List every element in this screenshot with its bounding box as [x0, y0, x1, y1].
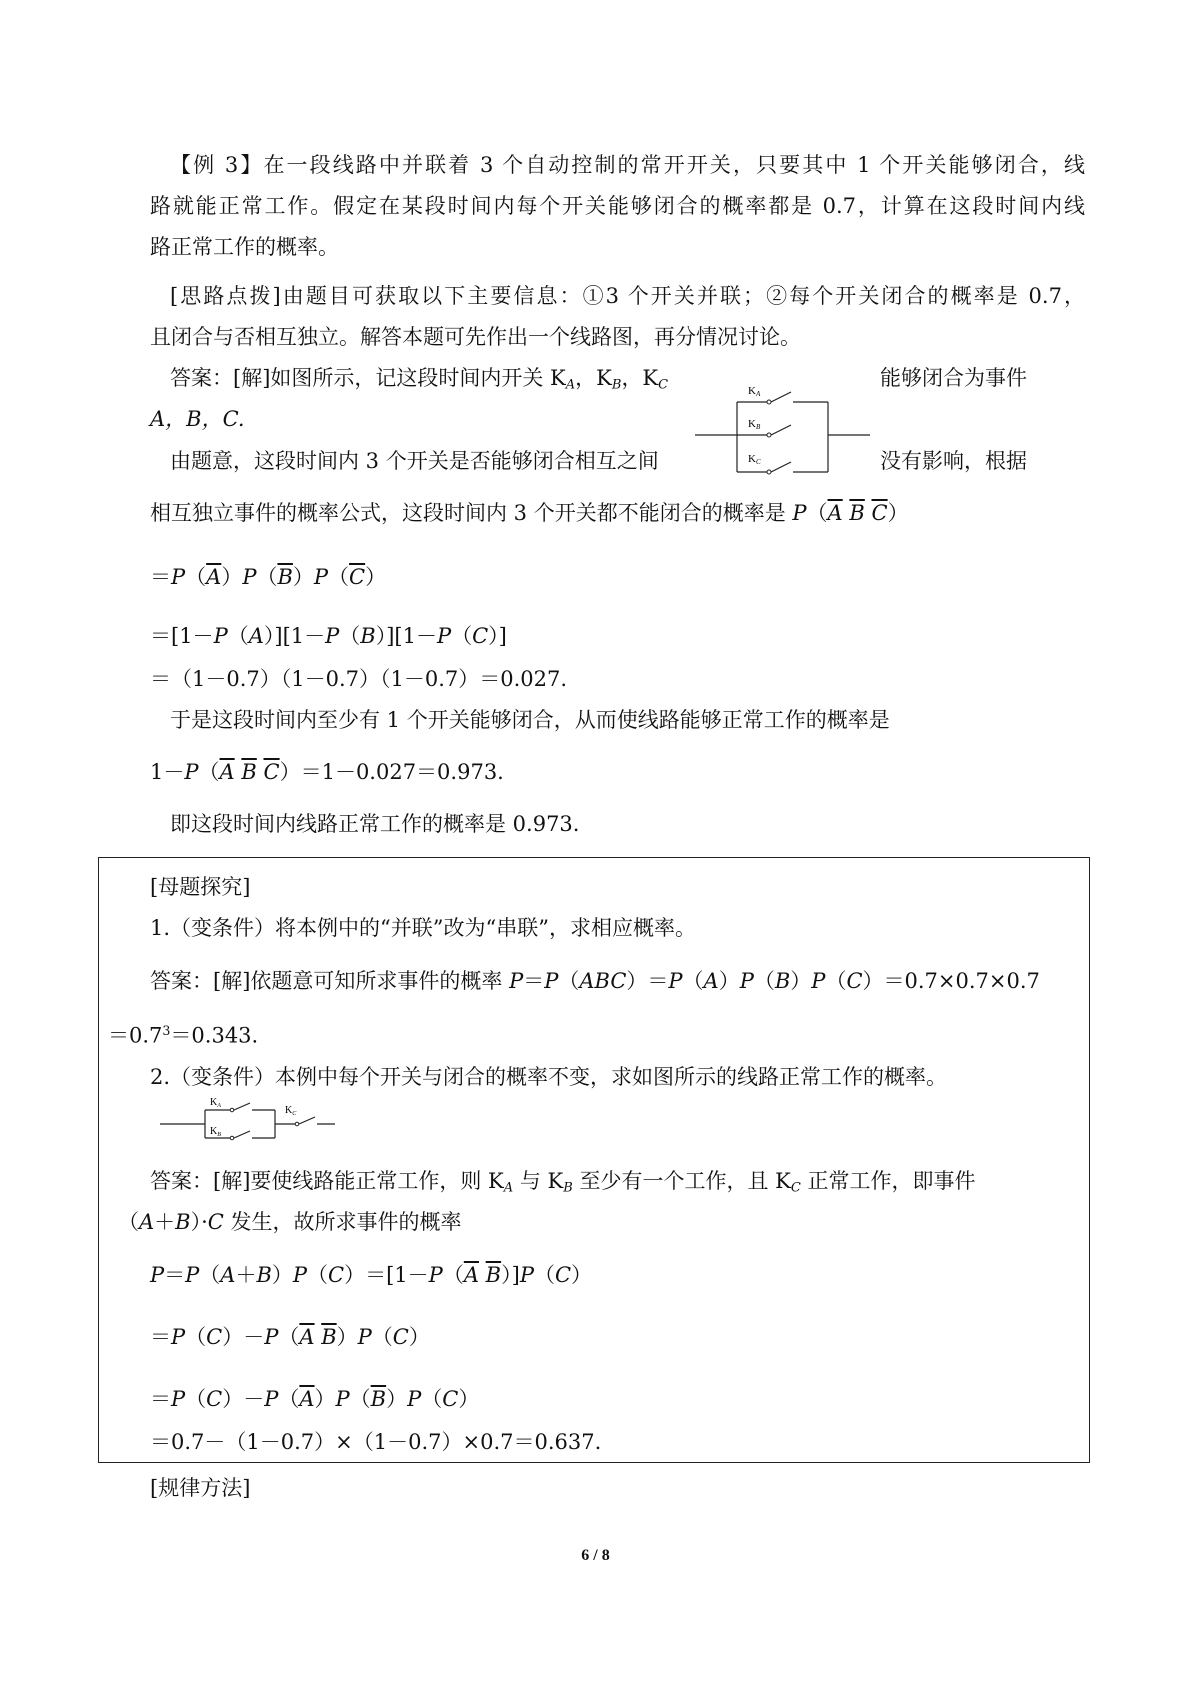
box-equation-1: $P=P(A+B)P(C)=[1-P(\overline{A}$ $\overline{B})]P(C)$ — [150, 1263, 593, 1287]
answer-line-3: 由题意，这段时间内 3 个开关是否能够闭合相互之间 — [170, 449, 659, 473]
box-answer-2-line-1: 答案：[解]要使线路能正常工作，则 $K_A$ 与 $K_B$ 至少有一个工作，且 $K_C$ 正常工作，即事件 — [150, 1169, 976, 1196]
rule-title: [规律方法] — [150, 1476, 251, 1500]
answer-line-1: 答案：[解]如图所示，记这段时间内开关 $K_A$，$K_B$，$K_C$ — [170, 366, 669, 393]
equation-2: ＝[1－P（A）][1－P（B）][1－P（C）] — [150, 624, 507, 648]
example-line-3: 路正常工作的概率。 — [150, 235, 339, 259]
equation-1: $=P(\overline{A})P(\overline{B})P(\overline{C})$ — [150, 565, 387, 589]
answer-events: A，B，C. — [150, 407, 245, 431]
box-answer-2-line-2: （A＋B）·C 发生，故所求事件的概率 — [118, 1210, 462, 1234]
svg-text:KA: $K_A$ — [210, 1097, 221, 1109]
answer-line-4: 相互独立事件的概率公式，这段时间内 3 个开关都不能闭合的概率是 $P(\overline{A}$ $\overline{B}$ $\overline{C}$） — [150, 501, 909, 525]
box-answer-1-line-2: $=0.7^3=0.343$. — [108, 1023, 259, 1048]
equation-3: ＝（1－0.7）（1－0.7）（1－0.7）＝0.027. — [150, 667, 568, 691]
svg-text:KB: KB — [748, 418, 761, 431]
example-line-2: 路就能正常工作。假定在某段时间内每个开关能够闭合的概率都是 0.7，计算在这段时间内线 — [150, 194, 1085, 218]
answer-line-3-right: 没有影响，根据 — [880, 449, 1027, 473]
svg-text:KC: $K_C$ — [285, 1105, 297, 1117]
answer-conclusion: 即这段时间内线路正常工作的概率是 0.973. — [170, 812, 580, 836]
mother-problem-box — [98, 857, 1090, 1463]
series-circuit-figure — [160, 1096, 335, 1146]
answer-line-8: 于是这段时间内至少有 1 个开关能够闭合，从而使线路能够正常工作的概率是 — [170, 708, 890, 732]
example-line-1: 【例 3】在一段线路中并联着 3 个自动控制的常开开关，只要其中 1 个开关能够闭合，线 — [170, 153, 1085, 177]
hint-line-1: [思路点拨]由题目可获取以下主要信息：①3 个开关并联；②每个开关闭合的概率是 0.7， — [170, 284, 1085, 308]
box-equation-3: $=P(C)-P(\overline{A})P(\overline{B})P(C)$ — [150, 1387, 480, 1411]
svg-text:KC: KC — [748, 453, 761, 466]
hint-line-2: 且闭合与否相互独立。解答本题可先作出一个线路图，再分情况讨论。 — [150, 325, 801, 349]
box-question-2: 2.（变条件）本例中每个开关与闭合的概率不变，求如图所示的线路正常工作的概率。 — [150, 1065, 948, 1089]
answer-line-1-right: 能够闭合为事件 — [880, 366, 1027, 390]
box-equation-2: $=P(C)-P(\overline{A}$ $\overline{B})P(C)$ — [150, 1325, 430, 1349]
svg-text:KA: KA — [748, 385, 761, 398]
equation-result: $1-P(\overline{A}$ $\overline{B}$ $\overline{C})=1-0.027=0.973$. — [150, 760, 504, 784]
box-answer-1: 答案：[解]依题意可知所求事件的概率 P＝P（ABC）＝P（A）P（B）P（C）＝0.7×0.7×0.7 — [150, 969, 1040, 993]
parallel-circuit-figure — [695, 380, 870, 490]
box-title: [母题探究] — [150, 875, 251, 899]
svg-text:KB: $K_B$ — [210, 1126, 221, 1138]
page-number: 6 / 8 — [581, 1547, 610, 1564]
box-question-1: 1.（变条件）将本例中的“并联”改为“串联”，求相应概率。 — [150, 916, 696, 940]
box-equation-final: ＝0.7－（1－0.7）×（1－0.7）×0.7＝0.637. — [150, 1430, 602, 1454]
